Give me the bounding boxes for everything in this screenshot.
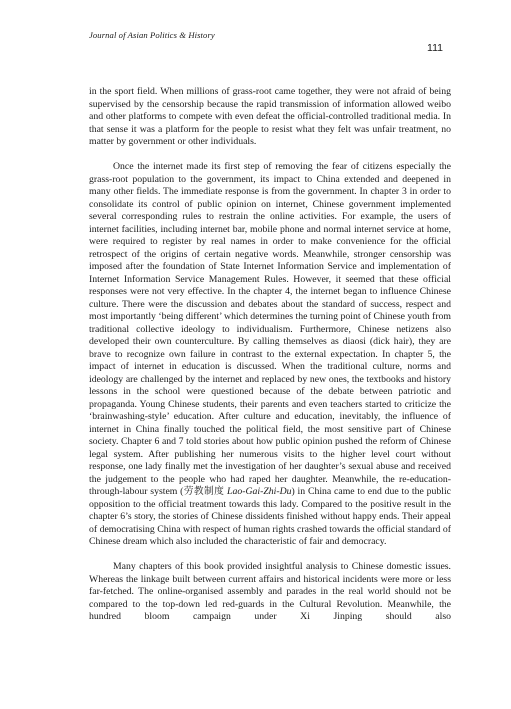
paragraph-2-text-after: ) in China came to end due to the public opposition to the official treatment towards this lady. Compared to the positive result in the chapter 6’s story, the stories of Chinese dissidents finished without happy ends. Their appeal of democratising China with respect of human rights crashed towards the official standard of Chinese dream which also included the characteristic of fair and democracy. [89,486,452,547]
paragraph-3-text: Many chapters of this book provided insightful analysis to Chinese domestic issues. Whereas the linkage built between current affairs and historical incidents were more or less far-fetched. The online-organised assembly and parades in the real world should not be compared to the top-down led red-guards in the Cultural Revolution. Meanwhile, the hundred bloom campaign under Xi Jinping should also [89,561,451,622]
romanized-term: Lao-Gai-Zhi-Du [227,486,292,497]
chinese-term: 劳教制度 [183,486,225,497]
paragraph-1 [89,86,451,149]
running-header-journal-title: Journal of Asian Politics & History [89,30,215,40]
page-number: 111 [427,42,443,54]
paragraph-1-text: in the sport field. When millions of grass-root came together, they were not afraid of being supervised by the censorship because the rapid transmission of information allowed weibo and other platforms to compete with even defeat the official-controlled traditional media. In that sense it was a platform for the people to resist what they felt was unfair treatment, no matter by government or other individuals. [89,86,451,147]
body-text [89,86,451,624]
paragraph-3 [89,561,451,624]
paragraph-2 [89,161,451,549]
paragraph-2-text-before: Once the internet made its first step of removing the fear of citizens especially the grass-root population to the government, its impact to China extended and deepened in many other fields. The immediate response is from the government. In chapter 3 in order to consolidate its control of public opinion on internet, Chinese government implemented several corresponding rules to restrain the online activities. For example, the users of internet facilities, including internet bar, mobile phone and normal internet service at home, were required to register by real names in order to make convenience for the official retrospect of the origins of certain negative words. Meanwhile, stronger censorship was imposed after the foundation of State Internet Information Service and implementation of Internet Information Service Management Rules. However, it seemed that these official responses were not very effective. In the chapter 4, the internet began to influence Chinese culture. There were the discussion and debates about the standard of success, respect and most importantly ‘being different’ which determines the turning point of Chinese youth from traditional collective ideology to individualism. Furthermore, Chinese netizens also developed their own counterculture. By calling themselves as diaosi (dick hair), they are brave to recognize own failure in contrast to the external expectation. In chapter 5, the impact of internet in education is discussed. When the traditional culture, norms and ideology are challenged by the internet and replaced by new ones, the textbooks and history lessons in the school were questioned because of the debate between patriotic and propaganda. Young Chinese students, their parents and even teachers started to criticize the ‘brainwashing-style’ education. After culture and education, inevitably, the influence of internet in China finally touched the political field, the most sensitive part of Chinese society. Chapter 6 and 7 told stories about how public opinion pushed the reform of Chinese legal system. After publishing her numerous visits to the higher level court without response, one lady finally met the investigation of her daughter’s sexual abuse and received the judgement to the people who had raped her daughter. Meanwhile, the re-education-through-labour system ( [89,161,451,497]
